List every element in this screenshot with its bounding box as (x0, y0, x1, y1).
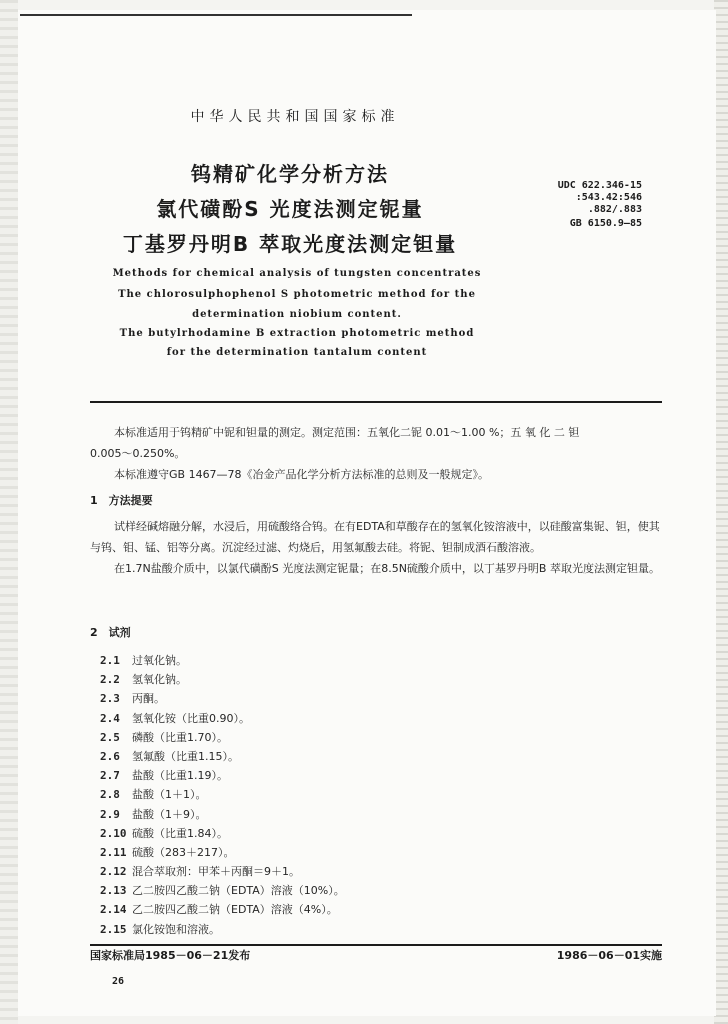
scope-line: 本标准适用于钨精矿中铌和钽量的测定。测定范围：五氧化二铌 0.01～1.00 %；五 氧 化 二 钽 (114, 426, 580, 439)
reagent-item (100, 670, 600, 689)
reagent-number: 2.15 (100, 922, 127, 936)
compliance-line: 本标准遵守GB 1467—78《冶金产品化学分析方法标准的总则及一般规定》。 (114, 468, 490, 481)
standard-organization: 中华人民共和国国家标准 (190, 109, 400, 125)
udc-line: :543.42:546 (575, 192, 642, 203)
reagent-text: 硫酸（比重1.84）。 (132, 826, 228, 840)
scan-edge-left (0, 0, 18, 1024)
reagent-number: 2.8 (100, 788, 120, 802)
reagent-item (100, 689, 600, 708)
reagent-text: 乙二胺四乙酸二钠（EDTA）溶液（4%）。 (132, 903, 338, 917)
reagent-text: 磷酸（比重1.70）。 (132, 730, 228, 744)
reagent-text: 盐酸（1＋9）。 (132, 807, 207, 821)
footer-divider (90, 944, 662, 946)
method-paragraph: 试样经碱熔融分解，水浸后，用硫酸络合钨。在有EDTA和草酸存在的氢氧化铵溶液中，以硅酸富集铌、钽，使其与钨、钼、锰、铝等分离。沉淀经过滤、灼烧后，用氢氟酸去硅。将铌、钽制成酒石酸溶液。 (90, 520, 660, 554)
section-1-heading: 1 方法提要 (90, 494, 153, 507)
reagent-number: 2.2 (100, 673, 120, 687)
reagent-list (100, 651, 600, 939)
reagent-number: 2.9 (100, 807, 120, 821)
english-title-line: for the determination tantalum content (166, 347, 428, 358)
page-number: 26 (112, 976, 125, 987)
reagent-number: 2.11 (100, 845, 127, 859)
reagent-number: 2.1 (100, 654, 120, 667)
reagent-item (100, 728, 600, 747)
english-title-line: Methods for chemical analysis of tungsten concentrates (112, 268, 482, 279)
udc-code-block (530, 180, 642, 230)
method-summary (90, 516, 662, 579)
effective-date: 1986－06－01实施 (556, 949, 662, 962)
reagent-item (100, 709, 600, 728)
english-title-line: The chlorosulphophenol S photometric method for the (118, 289, 476, 300)
reagent-number: 2.10 (100, 826, 127, 840)
reagent-number: 2.7 (100, 769, 120, 783)
title-line-3: 丁基罗丹明B 萃取光度法测定钽量 (122, 232, 458, 256)
udc-line: UDC 622.346-15 (557, 180, 642, 191)
reagent-number: 2.12 (100, 865, 127, 879)
udc-line: .882/.883 (587, 204, 642, 215)
reagent-text: 氢氧化钠。 (132, 673, 187, 687)
section-2-heading: 2 试剂 (90, 626, 131, 639)
reagent-item (100, 651, 600, 670)
reagent-text: 混合萃取剂：甲苯＋丙酮＝9＋1。 (132, 865, 300, 879)
method-paragraph: 在1.7N盐酸介质中，以氯代磺酚S 光度法测定铌量；在8.5N硫酸介质中，以丁基罗丹明B 萃取光度法测定钽量。 (114, 562, 660, 575)
reagent-number: 2.6 (100, 749, 120, 763)
reagent-number: 2.13 (100, 884, 127, 898)
reagent-item (100, 920, 600, 939)
english-title-line: The butylrhodamine B extraction photometric method (119, 328, 475, 339)
english-title-line: determination niobium content. (192, 309, 402, 320)
reagent-number: 2.3 (100, 692, 120, 706)
reagent-item (100, 900, 600, 919)
reagent-item (100, 824, 600, 843)
reagent-number: 2.14 (100, 903, 127, 917)
issue-date: 国家标准局1985－06－21发布 (90, 949, 251, 962)
reagent-item (100, 881, 600, 900)
reagent-item (100, 785, 600, 804)
reagent-text: 盐酸（1＋1）。 (132, 788, 207, 802)
gb-number: GB 6150.9—85 (569, 218, 642, 229)
reagent-item (100, 747, 600, 766)
reagent-number: 2.5 (100, 730, 120, 744)
scope-line: 0.005～0.250%。 (90, 447, 186, 460)
reagent-text: 氢氟酸（比重1.15）。 (132, 749, 239, 763)
reagent-item (100, 805, 600, 824)
title-line-2: 氯代磺酚S 光度法测定铌量 (156, 197, 424, 221)
reagent-text: 氯化铵饱和溶液。 (132, 922, 220, 936)
reagent-text: 丙酮。 (132, 692, 165, 706)
reagent-text: 硫酸（283＋217）。 (132, 845, 235, 859)
top-border-line (20, 14, 412, 16)
reagent-item (100, 843, 600, 862)
reagent-text: 盐酸（比重1.19）。 (132, 769, 228, 783)
reagent-item (100, 862, 600, 881)
reagent-text: 过氧化钠。 (132, 654, 187, 667)
reagent-text: 乙二胺四乙酸二钠（EDTA）溶液（10%）。 (132, 884, 345, 898)
reagent-text: 氢氧化铵（比重0.90）。 (132, 711, 250, 725)
reagent-item (100, 766, 600, 785)
scope-paragraph (90, 422, 662, 485)
scan-edge-right (714, 0, 728, 1024)
title-line-1: 钨精矿化学分析方法 (191, 162, 389, 186)
header-divider (90, 401, 662, 403)
reagent-number: 2.4 (100, 711, 120, 725)
